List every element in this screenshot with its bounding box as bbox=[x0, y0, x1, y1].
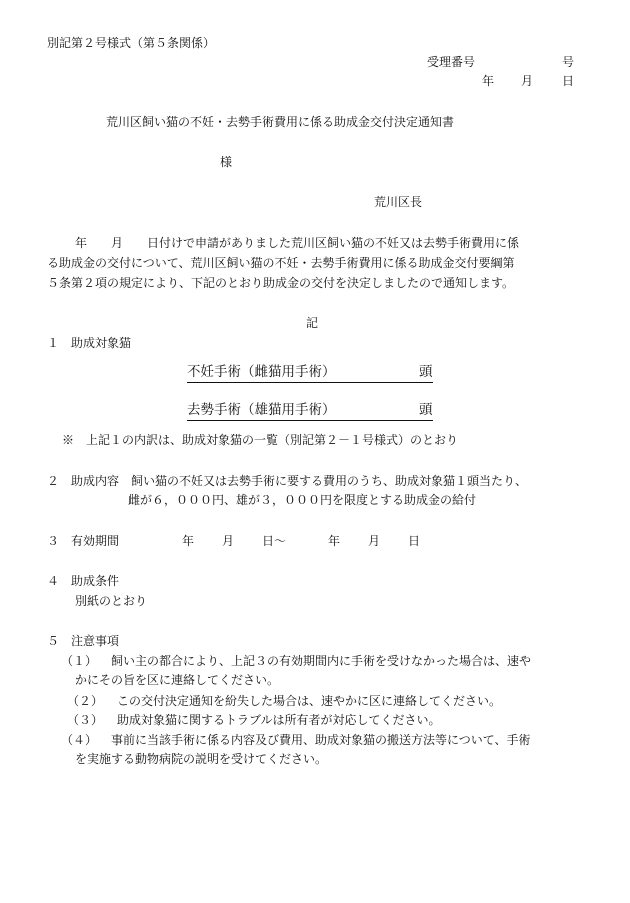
caution-item-3-num: （３） bbox=[67, 713, 104, 727]
period-end-day: 日 bbox=[408, 534, 421, 548]
period-start-year: 年 bbox=[182, 534, 195, 548]
period-end-month: 月 bbox=[368, 534, 381, 548]
addressee-honorific: 様 bbox=[220, 155, 233, 169]
caution-item-4-num: （４） bbox=[61, 733, 98, 747]
ki-heading: 記 bbox=[306, 316, 319, 330]
section2-line-1: ２ 助成内容 飼い猫の不妊又は去勢手術に要する費用のうち、助成対象猫１頭当たり、 bbox=[47, 474, 528, 488]
spay-label: 不妊手術（雌猫用手術） bbox=[187, 364, 419, 383]
caution-item-2-line-1: この交付決定通知を紛失した場合は、速やかに区に連絡してください。 bbox=[117, 694, 502, 708]
caution-item-1-line-2: かにその旨を区に連絡してください。 bbox=[75, 673, 280, 687]
section4-heading: ４ 助成条件 bbox=[47, 574, 120, 588]
date-day: 日 bbox=[562, 74, 575, 88]
document-title: 荒川区飼い猫の不妊・去勢手術費用に係る助成金交付決定通知書 bbox=[106, 115, 455, 129]
section1-item-spay bbox=[187, 364, 433, 383]
section4-text: 別紙のとおり bbox=[75, 594, 148, 608]
neuter-label: 去勢手術（雄猫用手術） bbox=[187, 402, 419, 421]
period-start-day: 日～ bbox=[262, 534, 287, 548]
section2-line-2: 雌が６，０００円、雄が３，０００円を限度とする助成金の給付 bbox=[128, 493, 477, 507]
section5-heading: ５ 注意事項 bbox=[47, 634, 120, 648]
body-line-1: 年 月 日付けで申請がありました荒川区飼い猫の不妊又は去勢手術費用に係 bbox=[75, 236, 520, 250]
receipt-number-suffix: 号 bbox=[562, 55, 575, 69]
caution-item-4-line-1: 事前に当該手術に係る内容及び費用、助成対象猫の搬送方法等について、手術 bbox=[111, 733, 531, 747]
section1-item-neuter bbox=[187, 402, 433, 421]
caution-item-2-num: （２） bbox=[67, 694, 104, 708]
section1-note: ※ 上記１の内訳は、助成対象猫の一覧（別記第２－１号様式）のとおり bbox=[62, 433, 459, 447]
date-month: 月 bbox=[521, 74, 534, 88]
form-id: 別記第２号様式（第５条関係） bbox=[47, 36, 216, 50]
issuer: 荒川区長 bbox=[374, 195, 423, 209]
body-line-3: ５条第２項の規定により、下記のとおり助成金の交付を決定しましたので通知します。 bbox=[47, 276, 515, 290]
body-line-2: る助成金の交付について、荒川区飼い猫の不妊・去勢手術費用に係る助成金交付要綱第 bbox=[47, 256, 515, 270]
caution-item-4-line-2: を実施する動物病院の説明を受けてください。 bbox=[75, 752, 328, 766]
spay-unit: 頭 bbox=[419, 364, 433, 383]
period-end-year: 年 bbox=[328, 534, 341, 548]
caution-item-1-line-1: 飼い主の都合により、上記３の有効期間内に手術を受けなかった場合は、速や bbox=[111, 654, 532, 668]
date-year: 年 bbox=[482, 74, 495, 88]
caution-item-1-num: （１） bbox=[61, 654, 98, 668]
receipt-number-label: 受理番号 bbox=[427, 55, 476, 69]
period-start-month: 月 bbox=[222, 534, 235, 548]
caution-item-3-line-1: 助成対象猫に関するトラブルは所有者が対応してください。 bbox=[117, 713, 441, 727]
section1-heading: １ 助成対象猫 bbox=[47, 336, 132, 350]
neuter-unit: 頭 bbox=[419, 402, 433, 421]
section3-heading: ３ 有効期間 bbox=[47, 534, 120, 548]
